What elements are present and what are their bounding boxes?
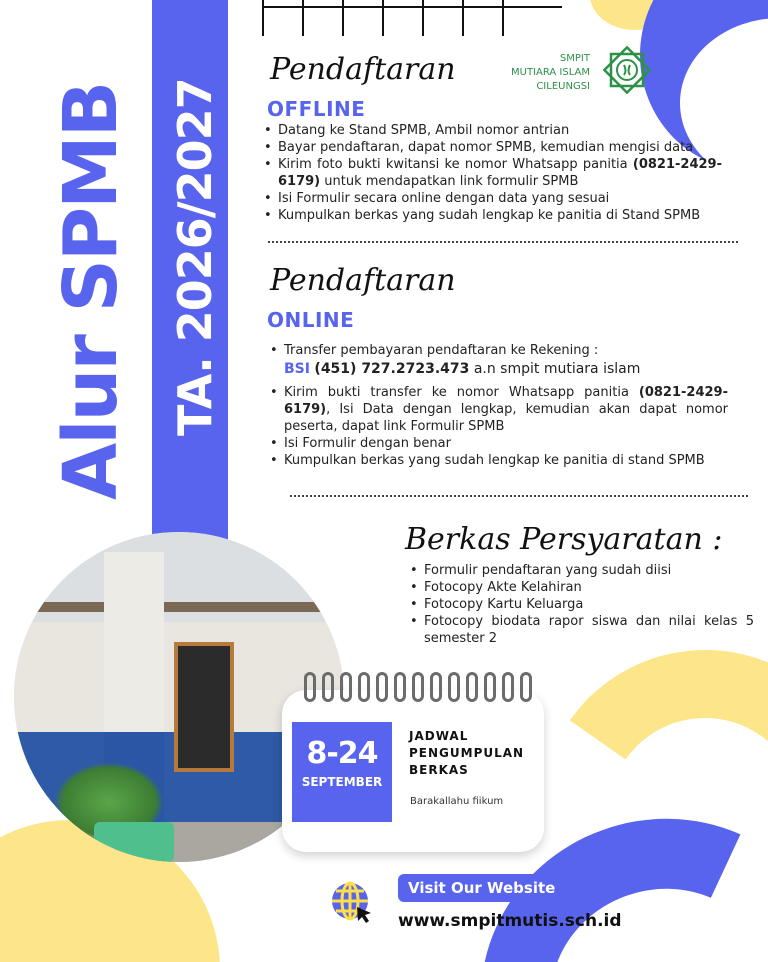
offline-steps (262, 122, 722, 224)
list-item: • Fotocopy Akte Kelahiran (408, 579, 754, 596)
list-item: • Fotocopy Kartu Keluarga (408, 596, 754, 613)
online-steps (268, 342, 728, 469)
divider (290, 495, 748, 497)
list-item: • Kumpulkan berkas yang sudah lengkap ke panitia di Stand SPMB (262, 207, 722, 224)
list-item: • Datang ke Stand SPMB, Ambil nomor antrian (262, 122, 722, 139)
list-item: • Formulir pendaftaran yang sudah diisi (408, 562, 754, 579)
globe-cursor-icon (329, 879, 377, 927)
list-item: • Kirim foto bukti kwitansi ke nomor Whatsapp panitia (0821-2429-6179) untuk mendapatkan link formulir SPMB (262, 156, 722, 190)
offline-heading: Pendaftaran (270, 52, 456, 87)
list-item: • Kirim bukti transfer ke nomor Whatsapp panitia (0821-2429-6179), Isi Data dengan lengkap, kemudian akan dapat nomor peserta, dapat link Formulir SPMB (268, 384, 728, 435)
schedule-dates: 8-24 (306, 736, 378, 771)
calendar-rings-icon (300, 672, 540, 708)
list-item: • Transfer pembayaran pendaftaran ke Rekening : (268, 342, 728, 359)
decor-grid-lines (262, 0, 562, 36)
offline-subheading: OFFLINE (267, 97, 366, 121)
visit-website-button[interactable]: Visit Our Website (398, 874, 565, 902)
website-link[interactable]: www.smpitmutis.sch.id (398, 911, 622, 931)
list-item: • Fotocopy biodata rapor siswa dan nilai kelas 5 semester 2 (408, 613, 754, 647)
list-item: • Isi Formulir secara online dengan data yang sesuai (262, 190, 722, 207)
online-heading: Pendaftaran (270, 263, 456, 298)
bank-account: BSI (451) 727.2723.473 a.n smpit mutiara islam (284, 361, 641, 377)
schedule-date (292, 722, 392, 822)
requirements-list (408, 562, 754, 647)
title-column (0, 0, 152, 545)
list-item: • Bayar pendaftaran, dapat nomor SPMB, kemudian mengisi data (262, 139, 722, 156)
list-item: • Kumpulkan berkas yang sudah lengkap ke panitia di stand SPMB (268, 452, 728, 469)
school-logo-icon (600, 43, 654, 97)
online-subheading: ONLINE (267, 308, 355, 332)
list-item: • Isi Formulir dengan benar (268, 435, 728, 452)
schedule-note: Barakallahu fiikum (410, 796, 504, 807)
divider (268, 241, 738, 243)
schedule-label: JADWAL PENGUMPULAN BERKAS (409, 729, 525, 777)
main-title: Alur SPMB (48, 82, 134, 500)
requirements-heading: Berkas Persyaratan : (405, 522, 723, 557)
schedule-month: SEPTEMBER (301, 775, 383, 789)
school-name: SMPIT MUTIARA ISLAM CILEUNGSI (511, 53, 590, 92)
academic-year: TA. 2026/2027 (168, 78, 222, 436)
